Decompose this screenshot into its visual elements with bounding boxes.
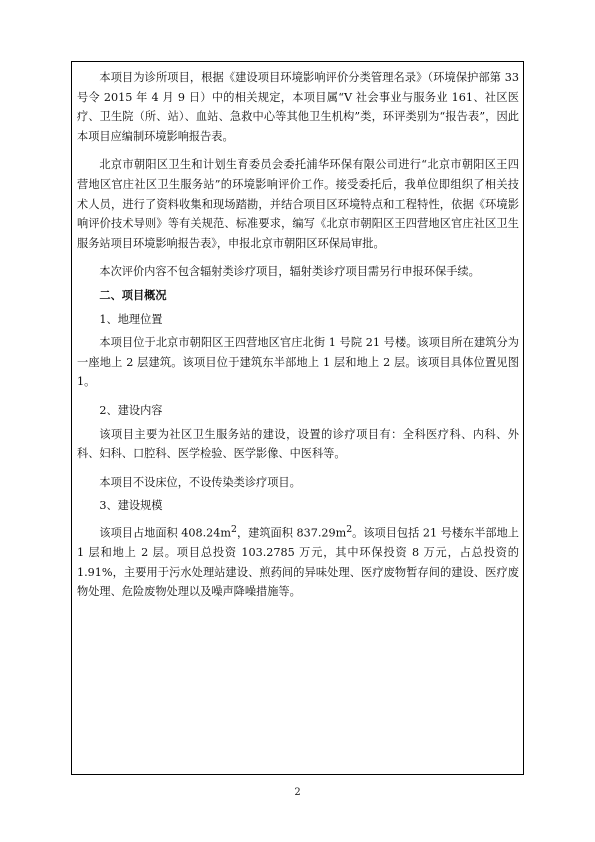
- scale-text-a: 该项目占地面积 408.24m: [99, 526, 232, 540]
- paragraph-commission: 北京市朝阳区卫生和计划生育委员会委托浦华环保有限公司进行“北京市朝阳区王四营地区官庄社区卫生服务站”的环境影响评价工作。接受委托后，我单位即组织了相关技术人员，进行了资料收集和现场踏勘，并结合项目区环境特点和工程特性，依据《环境影响评价技术导则》等有关规范、标准要求，编写《北京市朝阳区王四营地区官庄社区卫生服务站项目环境影响报告表》，申报北京市朝阳区环保局审批。: [77, 158, 519, 250]
- paragraph-radiation-note: 本次评价内容不包含辐射类诊疗项目，辐射类诊疗项目需另行申报环保手续。: [99, 265, 480, 279]
- paragraph-location: 本项目位于北京市朝阳区王四营地区官庄北街 1 号院 21 号楼。该项目所在建筑分为一座地上 2 层建筑。该项目位于建筑东半部地上 1 层和地上 2 层。该项目具体位置见图 1。: [77, 336, 519, 389]
- scale-text-b: ，建筑面积 837.29m: [236, 526, 347, 540]
- paragraph-services: 该项目主要为社区卫生服务站的建设，设置的诊疗项目有：全科医疗科、内科、外科、妇科、口腔科、医学检验、医学影像、中医科等。: [77, 427, 519, 461]
- section-heading-project-overview: 二、项目概况: [99, 287, 167, 302]
- subheading-construction-scale: 3、建设规模: [99, 499, 163, 513]
- paragraph-classification: 本项目为诊所项目，根据《建设项目环境影响评价分类管理名录》（环境保护部第 33 号令 2015 年 4 月 9 日）中的相关规定，本项目属“V 社会事业与服务业 161、社区医疗、卫生院（所、站）、血站、急救中心等其他卫生机构”类，环评类别为“报告表”，因此本项目应编制环境影响报告表。: [77, 71, 519, 143]
- unit-superscript: 2: [231, 523, 237, 535]
- scale-text-c: 。该项目包括 21 号楼东半部地上 1 层和地上 2 层。项目总投资 103.2785 万元，其中环保投资 8 万元，占总投资的 1.91%，主要用于污水处理站建设、煎药间的异味处理、医疗废物暂存间的建设、医疗废物处理、危险废物处理以及噪声降噪措施等。: [77, 526, 519, 599]
- subheading-location: 1、地理位置: [99, 312, 163, 326]
- unit-superscript: 2: [346, 523, 353, 535]
- document-body: [77, 68, 519, 611]
- paragraph-scale: [77, 520, 519, 602]
- paragraph-no-beds: 本项目不设床位，不设传染类诊疗项目。: [99, 475, 301, 489]
- subheading-construction-content: 2、建设内容: [99, 403, 163, 417]
- page-number: 2: [294, 787, 301, 798]
